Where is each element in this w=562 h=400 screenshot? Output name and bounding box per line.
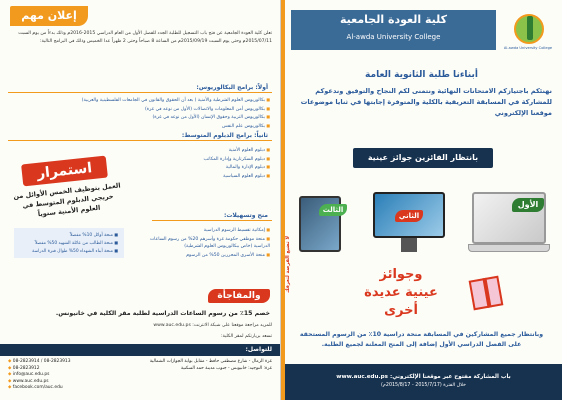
congratulations-text: نهنئكم باجتيازكم الامتحانات النهائية ونتمنى لكم النجاح والتوفيق وندعوكم للمشاركة في المسابقة التعريفية بالكلية والمتوفرة إجابتها في ثنايا موضوعات موقعنا الإلكتروني [300,87,552,117]
contact-details [8,359,104,392]
second-place-badge: الثاني [395,210,423,222]
intro-paragraph: تعلن كلية العودة الجامعية عن فتح باب التسجيل للطلبة الجدد للفصل الأول من العام الدراسي 2015-2016م وذلك بدءاً من يوم السبت 2015/07/11م وحتى يوم السبت 2015/09/19م من الساعة 8 صباحاً وحتى 2 ظهراً عدا الخميس وذلك في البرامج التالية: [18,31,272,44]
website-link[interactable]: ◆ www.auc.edu.ps [8,379,104,386]
logo-caption: Al-awda University College [503,46,553,50]
college-logo [502,10,554,64]
website-line[interactable]: للمزيد مراجعة موقعنا على شبكة الانترنت: www.auc.edu.ps [153,323,272,328]
bachelor-section-title: أولاً: برامج البكالوريوس: [8,82,272,93]
college-name-banner [291,10,496,50]
contact-title: للتواصل: [0,344,280,356]
headline: أبناءنا طلبة الثانوية العامة [365,70,478,80]
college-name-ar: كلية العودة الجامعية [340,13,447,26]
monitor-stand-icon [401,238,417,252]
promo-text: العمل بتوظيف الخمس الأوائل من خريجي الدبلوم المتوسط في العلوم الأمنية سنوياً [13,181,121,219]
participants-grant-text: وبانتظار جميع المشاركين في المسابقة منحة دراسية 10٪ من الرسوم المستحقة على الفصل الدراسي الأول إضافة إلى المنح المعلنة لجميع الطلبة. [299,331,544,348]
list-item: ■ بكالوريوس أمن المعلومات والاتصالات (الأول من نوعه في غزة) [10,105,270,114]
list-item: ■ بكالوريوس العلوم الشرطية والأمنية ( بعد أن الحقوق والقانون في الجامعات الفلسطينية والعربية) [10,96,270,105]
list-item: ■ بكالوريوس علم النفس [10,122,270,131]
bachelor-list [10,96,270,130]
footer-bar [285,364,562,400]
list-item: ■ منحة موظفي حكومة غزة وأسرهم 20% من رسوم الساعات الدراسية (خاص ببكالوريوس العلوم الشرطية) [145,235,270,251]
right-page [281,0,562,400]
facebook-link[interactable]: ◆ facebook.com/auc.edu [8,385,104,392]
participation-period: خلال الفترة (2015/7/17 - 2015/8/17م) [381,383,466,388]
gifts-area [361,266,531,326]
surprise-text: خصم 15٪ من رسوم الساعات الدراسية لطلبة مقر الكلية في خانيونس. [55,310,270,317]
opportunity-ribbon: لا تضيع الفرصة لتعرفك [285,236,291,294]
surprise-badge: والمفاجأة [208,289,270,303]
diploma-list [150,146,270,180]
participation-link[interactable]: باب المشاركة مفتوح عبر موقعنا الإلكتروني: www.auc.edu.ps [336,374,511,380]
list-item: ■ منحة أوائل 10% مفصلاً [20,231,118,239]
first-place-badge: الأول [512,198,544,212]
list-item: ■ دبلوم العلوم الأمنية [150,146,270,155]
list-item: ■ بكالوريوس التربية وحقوق الإنسان (الأول من نوعه في غزة) [10,113,270,122]
list-item: ■ إمكانية تقسيط الرسوم الدراسية [145,226,270,235]
list-item: ■ منحة الطالب من عائلة الشهيد 50% مفصلاً [20,239,118,247]
grants-box [14,228,124,258]
visit-line: تسعد بزيارتكم لمقر الكلية: [220,334,272,339]
laptop-base-icon [468,244,550,252]
email-link[interactable]: ◆ info@auc.edu.ps [8,372,104,379]
diploma-section-title: ثانياً: برامج الدبلوم المتوسط: [8,130,272,141]
list-item: ■ دبلوم السكرتارية وإدارة المكاتب [150,155,270,164]
gift-box-icon [469,276,504,311]
prizes-showcase [293,176,550,256]
list-item: ■ منحة أبناء الشهداء 50% طوال فترة الدراسة [20,247,118,255]
fax-item: ◆ 08-2823912 [8,366,104,373]
list-item: ■ منحة الأسرى المحررين 50% من الرسوم [145,251,270,260]
list-item: ■ دبلوم العلوم السياسية [150,172,270,181]
continuation-badge: استمرار [21,156,108,187]
addresses [122,359,272,372]
address-item: غزة: التوجيه: خانيونس - جنوب مدينة حمد السكنية [180,365,272,371]
contact-section [0,357,280,400]
gifts-text: وجوائز عينية عديدة أخرى [364,267,438,318]
awaiting-winners-banner: بانتظار الفائزين جوائز عينية [353,148,493,168]
grants-section-title: منح وتسهيلات: [152,210,272,221]
address-item: غزة الرمال - شارع مصطفى حافظ - مقابل بوابة الجوازات الشمالية [149,359,272,364]
grants-list-right [145,226,270,259]
college-name-en: Al-awda University College [346,33,441,41]
important-notice-banner: إعلان مهم [10,6,88,26]
third-place-badge: الثالث [319,204,347,216]
palestine-map-icon [527,16,533,40]
list-item: ■ دبلوم الإدارة والمالية [150,163,270,172]
phone-item: ◆ 08-2823914 / 08-2823913 [8,359,104,366]
